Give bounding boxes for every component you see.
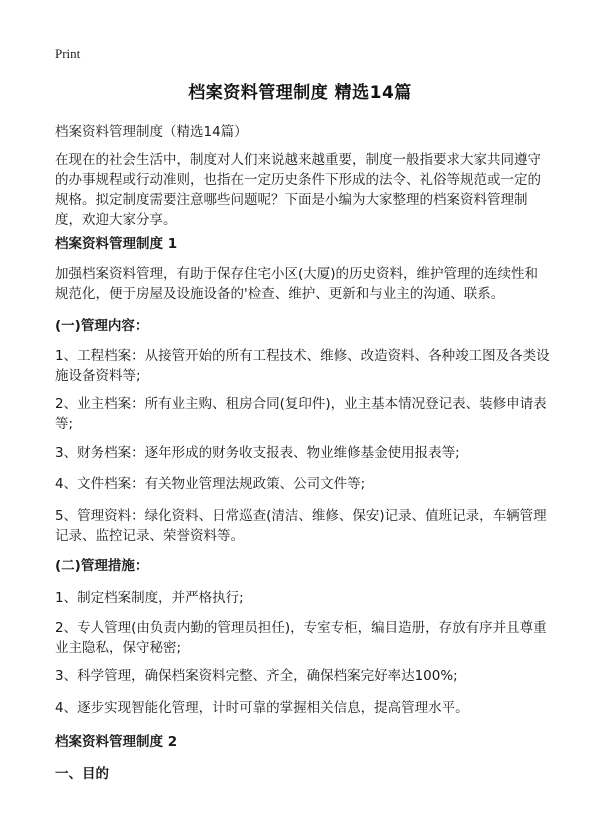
list-item: 5、管理资料：绿化资料、日常巡查(清洁、维修、保安)记录、值班记录，车辆管理记录、监控记录、荣誉资料等。 [55,508,547,544]
subtitle: 档案资料管理制度（精选14篇） [55,124,248,140]
print-label[interactable]: Print [55,46,81,61]
section-1-heading: 档案资料管理制度 1 [55,236,178,252]
list-item: 3、财务档案：逐年形成的财务收支报表、物业维修基金使用报表等; [55,445,460,461]
list-item: 1、工程档案：从接管开始的所有工程技术、维修、改造资料、各种竣工图及各类设施设备资料等; [55,348,550,384]
section-2-heading: 档案资料管理制度 2 [55,734,178,750]
list-item: 2、专人管理(由负责内勤的管理员担任)，专室专柜，编目造册，存放有序并且尊重业主隐私，保守秘密; [55,620,547,656]
management-measures-heading: (二)管理措施： [55,558,149,574]
document-title: 档案资料管理制度 精选14篇 [188,83,412,103]
list-item: 4、逐步实现智能化管理，计时可靠的掌握相关信息，提高管理水平。 [55,700,469,716]
list-item: 1、制定档案制度，并严格执行; [55,590,244,606]
intro-paragraph: 在现在的社会生活中，制度对人们来说越来越重要，制度一般指要求大家共同遵守的办事规程或行动准则，也指在一定历史条件下形成的法令、礼俗等规范或一定的规格。拟定制度需要注意哪些问题呢？下面是小编为大家整理的档案资料管理制度，欢迎大家分享。 [55,152,541,228]
list-item: 2、业主档案：所有业主购、租房合同(复印件)，业主基本情况登记表、装修申请表等; [55,396,547,432]
section-2-subheading: 一、目的 [55,766,109,782]
management-content-heading: (一)管理内容： [55,318,149,334]
section-1-paragraph: 加强档案资料管理，有助于保存住宅小区(大厦)的历史资料，维护管理的连续性和规范化，便于房屋及设施设备的'检查、维护、更新和与业主的沟通、联系。 [55,266,539,302]
list-item: 3、科学管理，确保档案资料完整、齐全，确保档案完好率达100%; [55,668,458,684]
list-item: 4、文件档案：有关物业管理法规政策、公司文件等; [55,476,366,492]
